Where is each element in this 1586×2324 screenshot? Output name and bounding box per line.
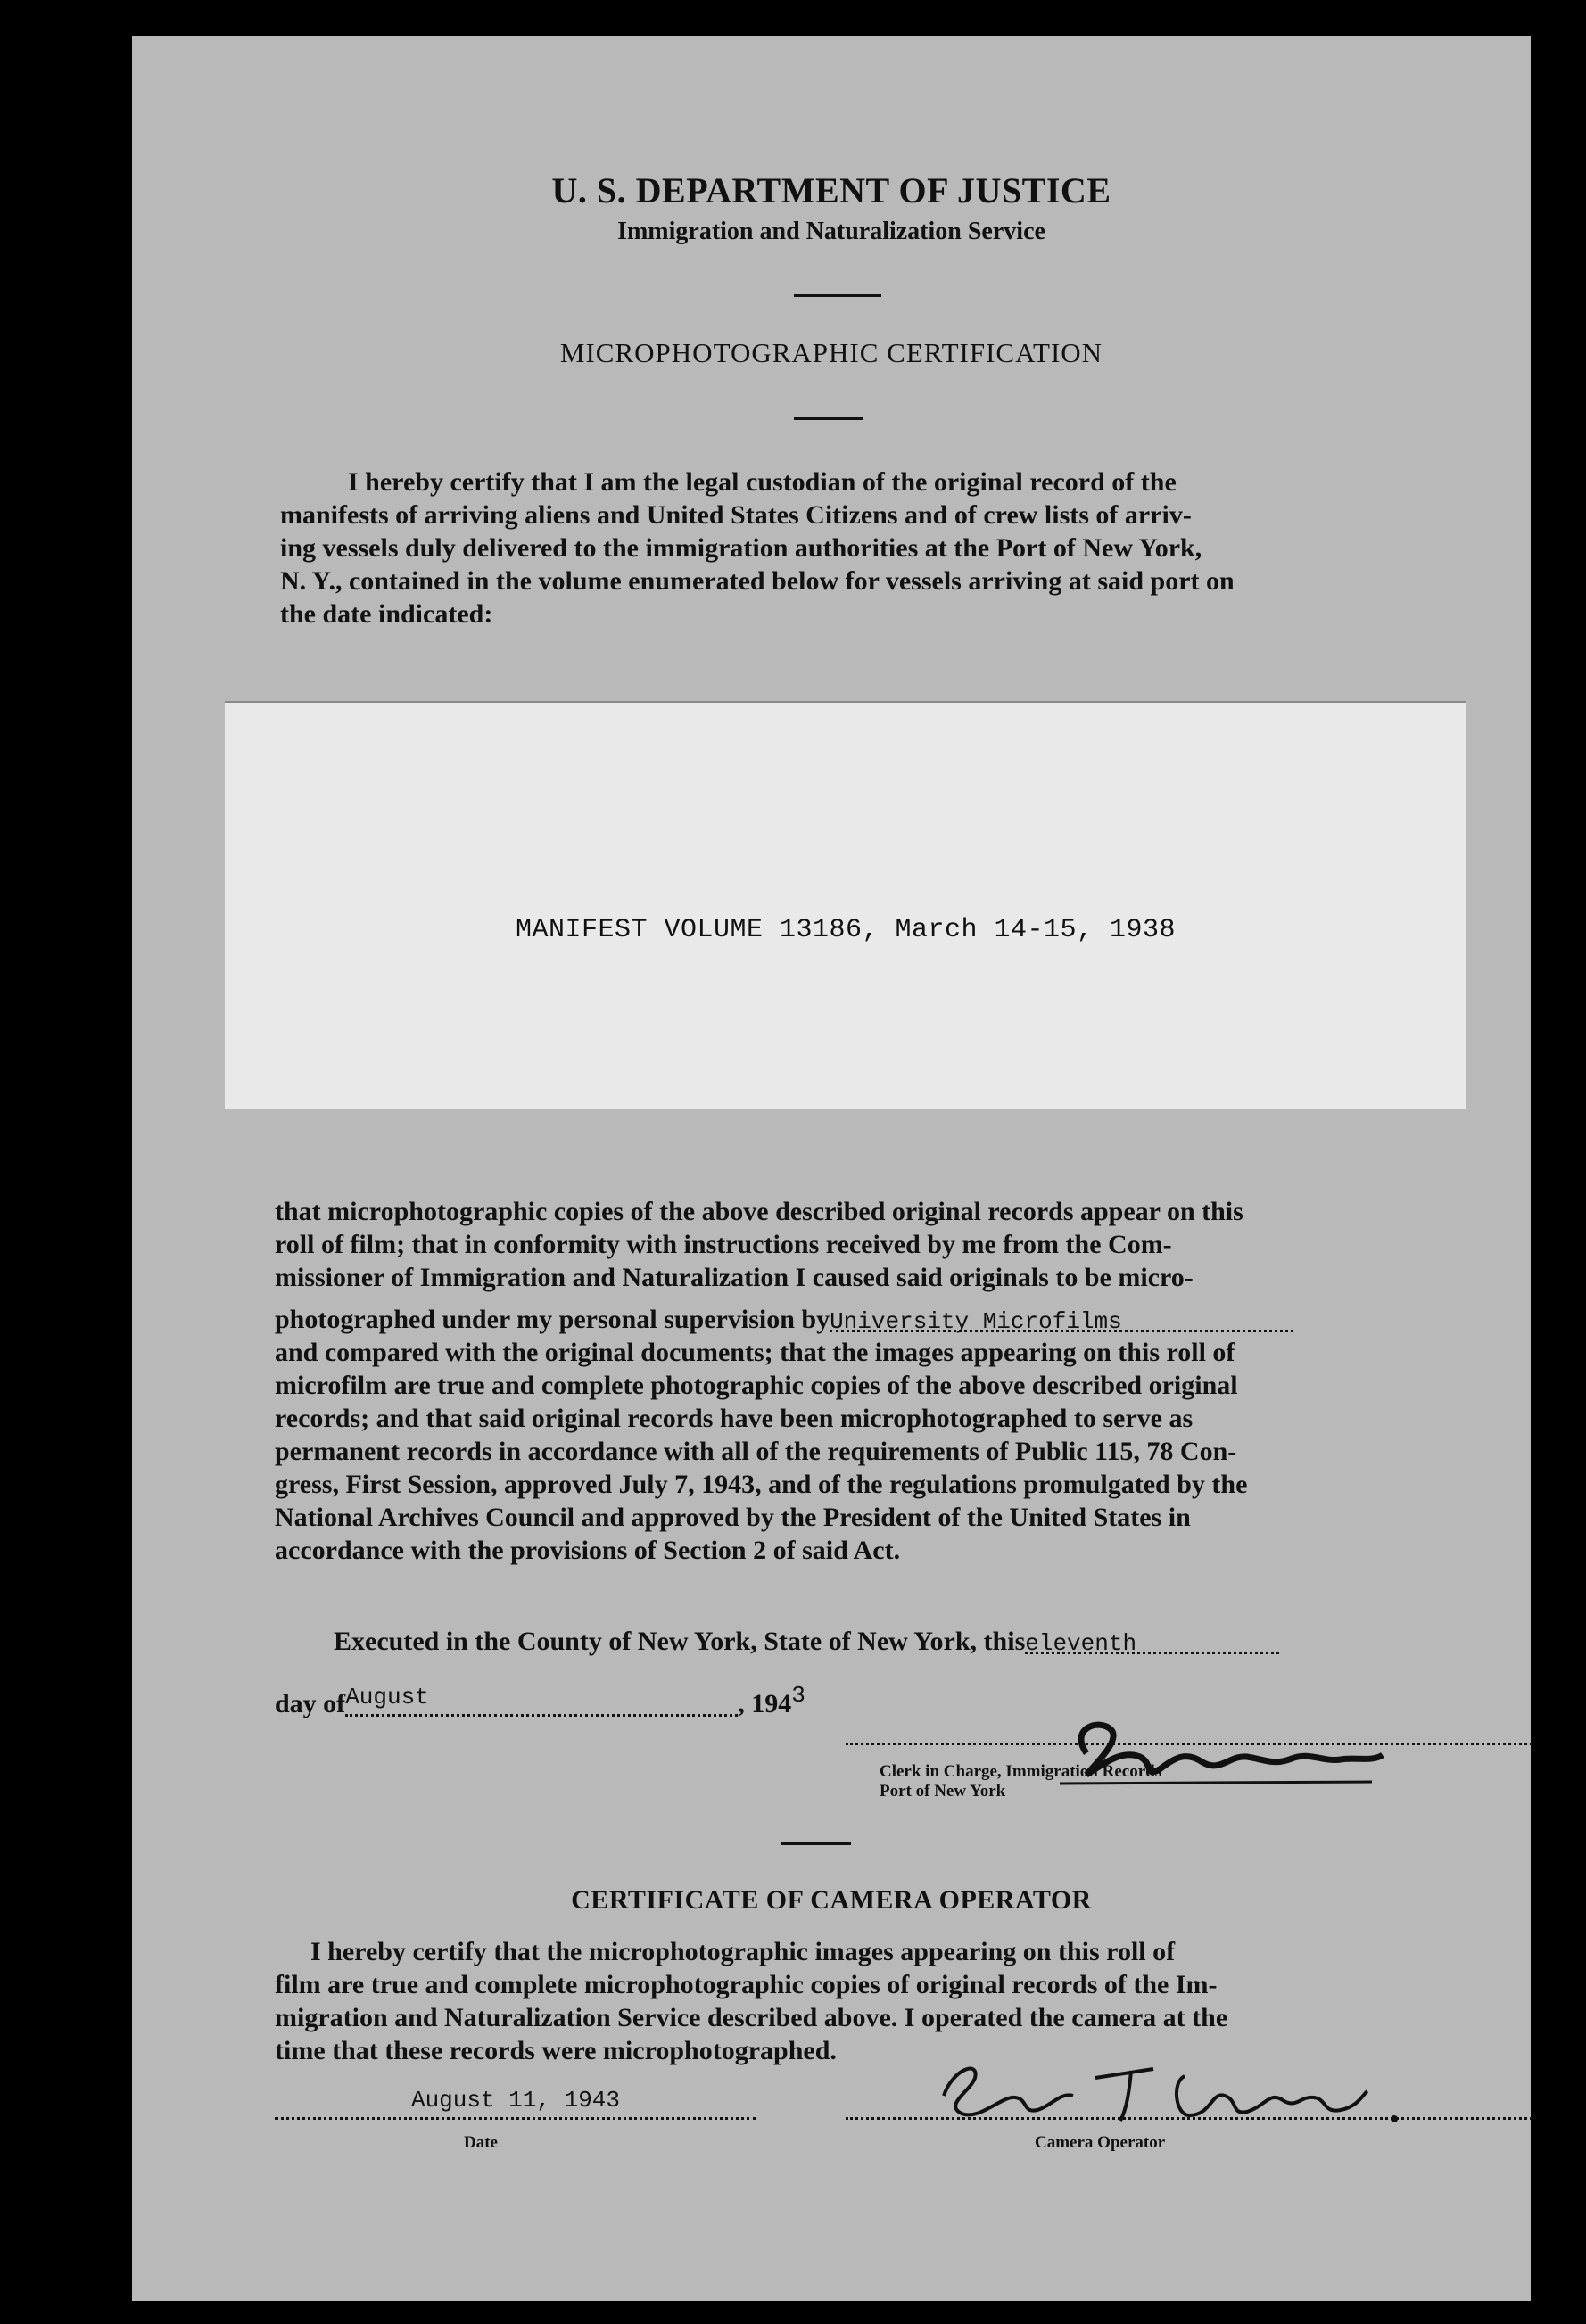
clerk-title	[880, 1762, 1161, 1801]
month-line	[275, 1682, 899, 1723]
camera-line: migration and Naturalization Service described above. I operated the camera at the	[275, 2003, 1228, 2032]
clerk-signature-line	[846, 1743, 1532, 1745]
body-line: National Archives Council and approved by the President of the United States in	[275, 1503, 1191, 1532]
camera-line: time that these records were microphotographed.	[275, 2036, 837, 2065]
certificate-sheet	[132, 36, 1531, 2301]
date-field	[275, 2087, 756, 2114]
body-line: and compared with the original documents; that the images appearing on this roll of	[275, 1338, 1235, 1367]
manifest-volume-text: MANIFEST VOLUME 13186, March 14-15, 1938	[515, 915, 1177, 945]
year-typed: 3	[791, 1682, 805, 1709]
executed-line	[334, 1625, 1529, 1658]
camera-operator-label: Camera Operator	[1035, 2133, 1166, 2152]
supervision-label: photographed under my personal supervision by	[275, 1305, 830, 1334]
divider	[781, 1842, 851, 1845]
body-line: gress, First Session, approved July 7, 1943, and of the regulations promulgated by the	[275, 1470, 1248, 1499]
supervision-line	[275, 1303, 1525, 1336]
clerk-title-line: Port of New York	[880, 1782, 1006, 1801]
executed-label: Executed in the County of New York, State of New York, this	[334, 1627, 1026, 1656]
day-typed: eleventh	[1025, 1630, 1137, 1657]
supervisor-field	[830, 1303, 1293, 1335]
intro-paragraph	[280, 466, 1529, 630]
operator-signature-line	[846, 2117, 1532, 2120]
body-line: permanent records in accordance with all of the requirements of Public 115, 78 Con-	[275, 1437, 1237, 1466]
month-field	[345, 1684, 738, 1717]
intro-line: N. Y., contained in the volume enumerated below for vessels arriving at said port on	[280, 566, 1235, 596]
month-typed: August	[345, 1684, 429, 1710]
date-line	[275, 2117, 756, 2120]
intro-line: manifests of arriving aliens and United States Citizens and of crew lists of arriv-	[280, 500, 1192, 530]
body-line: microfilm are true and complete photographic copies of the above described original	[275, 1371, 1238, 1400]
divider	[794, 417, 863, 420]
intro-line: ing vessels duly delivered to the immigration authorities at the Port of New York,	[280, 533, 1202, 563]
manifest-slip	[225, 701, 1466, 1109]
year-label: , 194	[738, 1689, 792, 1718]
service-subheading: Immigration and Naturalization Service	[617, 218, 1045, 245]
intro-line: the date indicated:	[280, 599, 493, 629]
body-line: accordance with the provisions of Section 2 of said Act.	[275, 1536, 901, 1565]
body-line: records; and that said original records have been microphotographed to serve as	[275, 1404, 1194, 1433]
certification-title: MICROPHOTOGRAPHIC CERTIFICATION	[559, 337, 1103, 368]
body-line: missioner of Immigration and Naturalization I caused said originals to be micro-	[275, 1263, 1194, 1292]
day-field	[1025, 1625, 1279, 1657]
divider	[794, 294, 881, 297]
supervisor-typed: University Microfilms	[830, 1308, 1122, 1335]
date-typed: August 11, 1943	[410, 2087, 621, 2114]
date-label: Date	[464, 2133, 498, 2152]
body-paragraph	[275, 1195, 1525, 1567]
body-line: that microphotographic copies of the above described original records appear on this	[275, 1197, 1243, 1226]
body-line: roll of film; that in conformity with instructions received by me from the Com-	[275, 1230, 1172, 1259]
department-heading: U. S. DEPARTMENT OF JUSTICE	[551, 170, 1111, 210]
intro-line: I hereby certify that I am the legal custodian of the original record of the	[348, 467, 1177, 497]
camera-operator-heading: CERTIFICATE OF CAMERA OPERATOR	[571, 1885, 1092, 1915]
camera-line: I hereby certify that the microphotographic images appearing on this roll of	[310, 1937, 1176, 1966]
camera-line: film are true and complete microphotographic copies of original records of the Im-	[275, 1970, 1218, 1999]
day-of-label: day of	[275, 1689, 346, 1718]
clerk-title-line: Clerk in Charge, Immigration Records	[880, 1762, 1162, 1781]
